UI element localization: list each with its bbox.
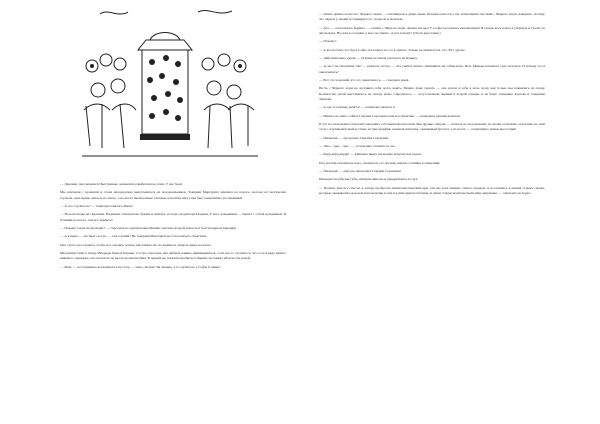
cloud-scribble xyxy=(100,12,128,14)
right-text-block xyxy=(319,12,545,199)
paragraph: — На разговоры нет времени. Надеваем обязательно брюки и свитера, погода сегодня прохладная. У кого дождевики — берите с собой дождевики. И ботинки на ногах, там все увидите! xyxy=(60,212,286,222)
paragraph: — Действительно дурак. — И мама не мигая смотрела на Карину. xyxy=(319,55,418,60)
paragraph: — Девочки, просыпаемся! Быстренько одеваемся и выбегаем на плац. У нас беда! xyxy=(60,182,183,186)
crowd-tower-illustration xyxy=(80,6,260,172)
paragraph: Мы вскочили с кроватей и стали лихорадочно выпутываться из пододеяльников. Товарищ Маргарита маячила на пороге, волосы её хаотически торчали, одна прядь свисала на плечо, а на ногах были разные тапочки, и вообще вид у неё был совершенно растерянный. xyxy=(60,190,286,200)
paragraph: — А все потому, что брат Софы захлопнул что-то в унитаз. Только не признается, что. Вот дурак! xyxy=(319,47,465,52)
cloud-scribble xyxy=(198,11,232,13)
paragraph: — А чего ты смотришь так? — кричала сестра. — Я в унитаз ничего запихивать не собиралась. Вон, Манька поломала туда засунула. И почему это я закончилась? xyxy=(319,64,545,74)
paragraph: — Карр-карр-каррр! — взвились вверх несколько вспугнутых ворон. xyxy=(319,152,422,157)
illustration-svg xyxy=(80,6,260,172)
paragraph: Пионеры подобрали губы, втянули животы и превратились в слух. xyxy=(319,177,419,182)
paragraph: — Эры... эры... эры... — услужливо отозвалось эхо. xyxy=(319,143,396,148)
paragraph: — А что случилось? — поинтересовалась Маша. xyxy=(60,203,134,208)
paragraph: — Ага, — согласилась Карина, — слепил с Чёрного моря, чёрная погода! У Софы засорилась канализация! И теперь весь поход в уборную и туалет на автовокзал. Ну, или к соседям, у кого не занято. А все почему? (Гнала крестовая.) xyxy=(319,25,545,35)
paragraph: — Вот это хороший, что это закончилось, — говорила мама. xyxy=(319,77,410,82)
paragraph: — Мам, — восторженно восклицала в пустоту, — мам, смотри! Ты знаешь, что случилось у Софы Сланик? xyxy=(60,264,221,269)
left-text-block xyxy=(60,182,286,273)
tower-crest xyxy=(150,33,180,41)
paragraph: — А где остальные ребята? — поинтересовалась я. xyxy=(319,105,396,110)
paragraph: — Пионеры! — прогремел Гаргени Сергеевич. xyxy=(319,135,390,140)
paragraph: — Почему? xyxy=(319,39,337,44)
tower-top xyxy=(138,40,192,50)
paragraph: Весть с Чёрного моря не заставила себя долго ждать. Можно даже сказать — она дошла и себе в ночь сразу, как только мы появились на плацу. Количество детей выставилось на лагерь резко сократилось — отсутствовали первый и второй отряды, и не было товарища Торгова и товарища Тернена. xyxy=(319,86,545,101)
paragraph: — Опять принесла вести с Чёрного моря! — откликнулась дверь мама. Похоже новости у нас нахватывает вестями с Чёрного моря, наверное, потому, что чёрное у людей ассоциируется с трауром и печалью. xyxy=(319,12,545,22)
paragraph: — Пионеры! — еще раз прогремел Гаргени Сергеевич. xyxy=(319,169,402,174)
paragraph: Она строго проследила, чтобы все оделись теплее, выставила нас из домика и заперла дверь на ключ. xyxy=(60,242,212,247)
paragraph: — А я верю, — встряла сестра, — там Сланик? Не товарищ Маргарита не стала ничего объяснять. xyxy=(60,234,208,239)
paragraph: Мы припустили к плацу. Впереди бежала Карина. Сестра спросила, как любила наивно прикидываться, если где-то случилось, что-то и в ряду ничего никакого серьёзного не оказалась на месте происшествия. В первой же попытке пробиться Дарина заставила уйти вести домой. xyxy=(60,251,286,261)
paragraph: — Почему торги не проходят? — спросила но одной ножке Машка, пытаясь второй попасть в болтающуюся брючину. xyxy=(60,225,237,230)
paragraph: — Ничего не знаю, сейчас Гаргени Сергеевич нам все объяснит, — разводила руками вожатая. xyxy=(319,113,461,118)
tower-column xyxy=(142,50,188,134)
paragraph: Под ногами захлюпала вода, захлюпала сто ногами, внятно стоящих в ожидании. xyxy=(319,160,441,165)
paragraph: И тут на плац вышел Гаргени Сергеевич собственной персоной. Мы дружно ахнули — сначала не подозревали, но позже отметили, отчетливо не зная этого: огромный белый костюм, на шее шарфик, кожаная перчатка, оранжевый браслет, а на ногах — совершенно новые кроссовки! xyxy=(319,121,545,132)
paragraph: — Почему, вам все спасли, в лагерь пробрался капиталистический враг. Он нас всех наивно считал отрядом, и поселились в наших старых сараях, которые оказывались кое-кем используемы к тем и к ним приспособлены, и наши старые вожатые были ими окружены, — закончил он бодро. xyxy=(319,185,545,196)
